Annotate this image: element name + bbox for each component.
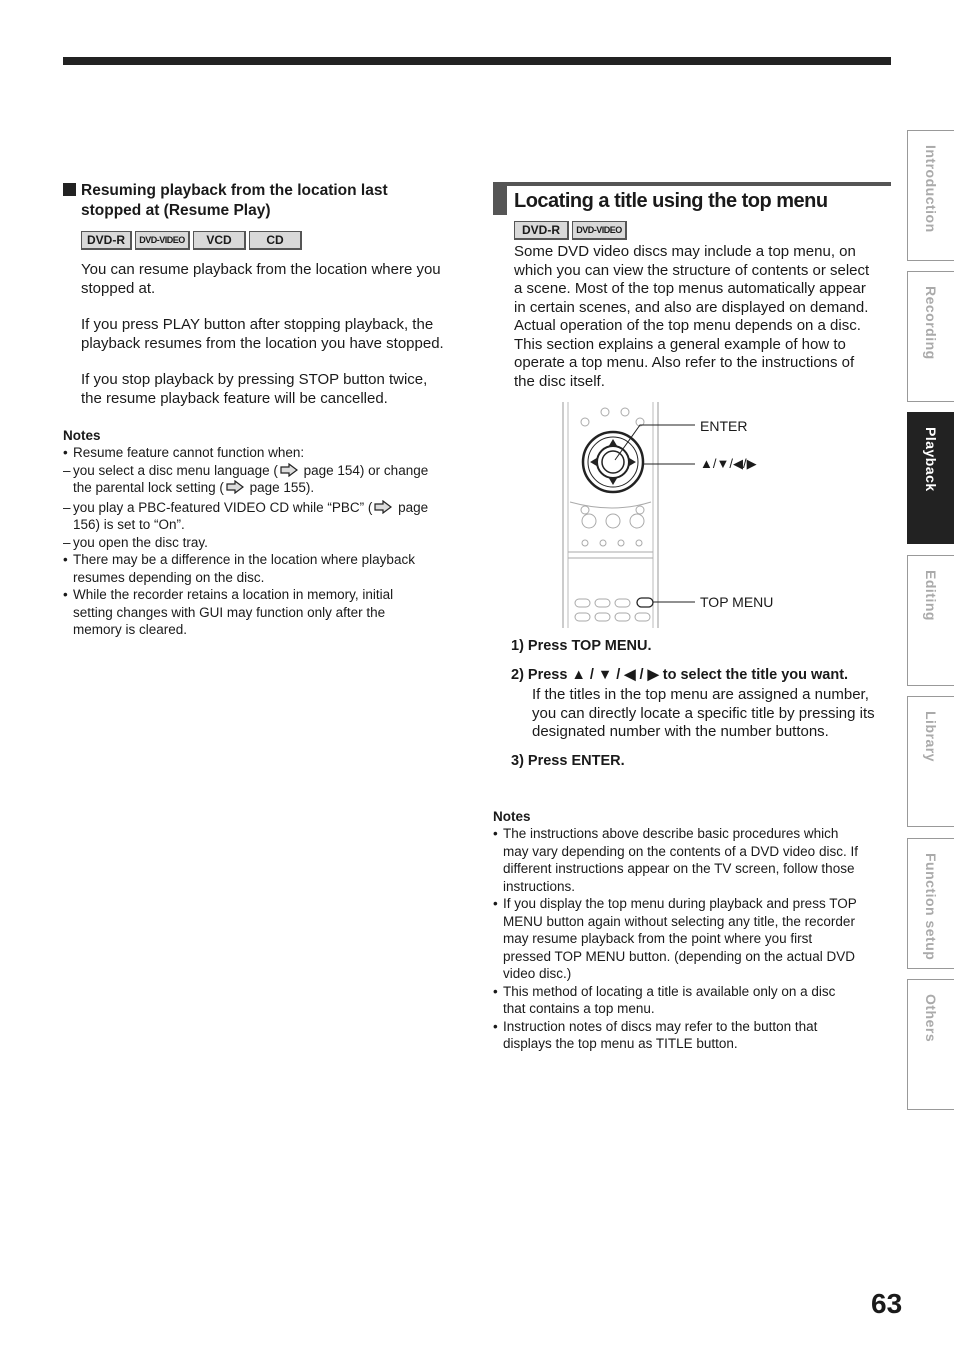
enter-label: ENTER bbox=[700, 418, 748, 434]
bullet: • bbox=[493, 896, 498, 911]
resume-para-3 bbox=[81, 371, 471, 408]
list-item bbox=[63, 586, 468, 639]
top-menu-notes-list bbox=[493, 825, 893, 1053]
tab-label: Function setup bbox=[923, 853, 939, 961]
note-text: pressed TOP MENU button. (depending on the actual DVD bbox=[503, 948, 855, 964]
top-menu-label: TOP MENU bbox=[700, 594, 774, 610]
badge-dvd-r: DVD-R bbox=[514, 221, 569, 240]
text-line: operate a top menu. Also refer to the instructions of bbox=[514, 354, 855, 371]
note-text: resumes depending on the disc. bbox=[73, 569, 265, 585]
note-text: different instructions appear on the TV screen, follow those bbox=[503, 861, 855, 876]
list-item bbox=[63, 499, 468, 534]
note-text: you select a disc menu language ( bbox=[73, 462, 278, 478]
note-text: page 155). bbox=[245, 480, 315, 495]
note-text: Resume feature cannot function when: bbox=[73, 445, 305, 460]
step-3: 3) Press ENTER. bbox=[511, 752, 625, 769]
tab-playback[interactable] bbox=[907, 412, 954, 544]
list-item bbox=[493, 1018, 893, 1053]
list-item bbox=[493, 825, 893, 895]
text-line: the disc itself. bbox=[514, 372, 605, 390]
text-line: If the titles in the top menu are assigned a number, bbox=[532, 686, 869, 703]
note-text: 156) is set to “On”. bbox=[73, 517, 185, 532]
note-text: While the recorder retains a location in memory, initial bbox=[73, 587, 394, 602]
badge-dvd-r: DVD-R bbox=[81, 231, 132, 250]
resume-heading bbox=[81, 181, 463, 221]
text-line: This section explains a general example of how to bbox=[514, 335, 846, 353]
badge-cd: CD bbox=[249, 231, 302, 250]
tab-editing[interactable] bbox=[907, 555, 954, 686]
bullet: • bbox=[63, 587, 68, 602]
bullet: • bbox=[493, 826, 498, 841]
top-menu-notes bbox=[493, 809, 893, 1053]
note-text: you open the disc tray. bbox=[73, 534, 208, 550]
bullet: • bbox=[63, 552, 68, 567]
list-item bbox=[493, 983, 893, 1018]
topmenu-disc-badges bbox=[514, 221, 627, 240]
note-text: memory is cleared. bbox=[73, 622, 188, 637]
tab-library[interactable] bbox=[907, 696, 954, 827]
bullet: • bbox=[493, 983, 498, 999]
text-line: If you stop playback by pressing STOP button twice, bbox=[81, 371, 428, 388]
tab-label: Playback bbox=[923, 427, 939, 492]
top-menu-heading: Locating a title using the top menu bbox=[514, 190, 828, 212]
list-item bbox=[63, 534, 468, 552]
badge-dvd-video: DVD-VIDEO bbox=[572, 221, 627, 240]
badge-vcd: VCD bbox=[193, 231, 246, 250]
note-text: This method of locating a title is available only on a disc bbox=[503, 983, 836, 999]
heading-side-block bbox=[493, 182, 507, 215]
arrow-keys-label: ▲/▼/◀/▶ bbox=[700, 456, 757, 471]
list-item bbox=[63, 551, 468, 586]
note-text: the parental lock setting ( bbox=[73, 480, 224, 495]
resume-heading-line1: Resuming playback from the location last bbox=[81, 182, 388, 199]
note-text: that contains a top menu. bbox=[503, 1001, 655, 1016]
list-item bbox=[63, 462, 468, 497]
dash: – bbox=[63, 462, 71, 478]
list-item bbox=[493, 895, 893, 983]
page-reference-arrow-icon bbox=[374, 500, 392, 514]
note-text: setting changes with GUI may function only after the bbox=[73, 604, 386, 620]
text-line: the resume playback feature will be cancelled. bbox=[81, 389, 388, 407]
tab-label: Others bbox=[923, 994, 939, 1043]
step-2: 2) Press ▲ / ▼ / ◀ / ▶ to select the title you want. bbox=[511, 667, 849, 683]
page-reference-arrow-icon bbox=[280, 463, 298, 477]
text-line: stopped at. bbox=[81, 279, 156, 297]
step-2-detail bbox=[532, 686, 893, 742]
note-text: displays the top menu as TITLE button. bbox=[503, 1036, 738, 1051]
text-line: You can resume playback from the location where you bbox=[81, 261, 441, 278]
resume-disc-badges bbox=[81, 231, 302, 250]
page-number: 63 bbox=[871, 1288, 903, 1319]
text-line: If you press PLAY button after stopping playback, the bbox=[81, 316, 434, 333]
note-text: may vary depending on the contents of a DVD video disc. If bbox=[503, 843, 858, 859]
bullet: • bbox=[63, 445, 68, 460]
note-text: The instructions above describe basic procedures which bbox=[503, 826, 839, 841]
tab-function-setup[interactable] bbox=[907, 838, 954, 969]
tab-label: Recording bbox=[923, 286, 939, 360]
text-line: in certain scenes, and also are displayed on demand. bbox=[514, 298, 869, 316]
resume-body bbox=[81, 261, 471, 408]
note-text: may resume playback from the point where you first bbox=[503, 931, 813, 946]
tab-label: Library bbox=[923, 711, 939, 762]
tab-others[interactable] bbox=[907, 979, 954, 1110]
tab-label: Editing bbox=[923, 570, 939, 621]
tab-introduction[interactable] bbox=[907, 130, 954, 261]
top-menu-intro bbox=[514, 243, 894, 391]
text-line: which you can view the structure of contents or select bbox=[514, 261, 870, 279]
section-bullet-square bbox=[63, 183, 76, 196]
text-line: Actual operation of the top menu depends on a disc. bbox=[514, 317, 861, 334]
text-line: Some DVD video discs may include a top menu, on bbox=[514, 243, 856, 260]
resume-heading-line2: stopped at (Resume Play) bbox=[81, 202, 271, 219]
dash: – bbox=[63, 534, 71, 550]
note-text: video disc.) bbox=[503, 966, 572, 981]
resume-para-1 bbox=[81, 261, 471, 298]
text-line: playback resumes from the location you have stopped. bbox=[81, 334, 444, 352]
top-menu-steps bbox=[511, 637, 893, 770]
note-text: MENU button again without selecting any title, the recorder bbox=[503, 913, 855, 929]
badge-dvd-video: DVD-VIDEO bbox=[135, 231, 190, 250]
list-item bbox=[63, 444, 468, 462]
note-text: you play a PBC-featured VIDEO CD while “PBC” ( bbox=[73, 499, 373, 515]
heading-rule bbox=[493, 182, 891, 186]
resume-notes-title: Notes bbox=[63, 428, 101, 443]
dash: – bbox=[63, 499, 71, 515]
text-line: a scene. Most of the top menus automatically appear bbox=[514, 280, 866, 297]
page-reference-arrow-icon bbox=[226, 480, 244, 494]
top-menu-notes-title: Notes bbox=[493, 809, 531, 824]
tab-recording[interactable] bbox=[907, 271, 954, 402]
resume-notes-list bbox=[63, 444, 468, 639]
note-text: instructions. bbox=[503, 878, 576, 894]
text-line: you can directly locate a specific title by pressing its bbox=[532, 704, 875, 722]
resume-notes bbox=[63, 428, 468, 639]
resume-play-section bbox=[63, 181, 463, 221]
top-rule bbox=[63, 57, 891, 65]
tab-label: Introduction bbox=[923, 145, 939, 233]
note-text: page bbox=[394, 499, 429, 515]
step-1: 1) Press TOP MENU. bbox=[511, 638, 652, 654]
text-line: designated number with the number buttons. bbox=[532, 723, 829, 740]
note-text: There may be a difference in the location where playback bbox=[73, 552, 415, 567]
note-text: Instruction notes of discs may refer to the button that bbox=[503, 1018, 818, 1034]
resume-para-2 bbox=[81, 316, 471, 353]
bullet: • bbox=[493, 1018, 498, 1034]
note-text: If you display the top menu during playback and press TOP bbox=[503, 896, 857, 911]
note-text: page 154) or change bbox=[299, 462, 429, 478]
